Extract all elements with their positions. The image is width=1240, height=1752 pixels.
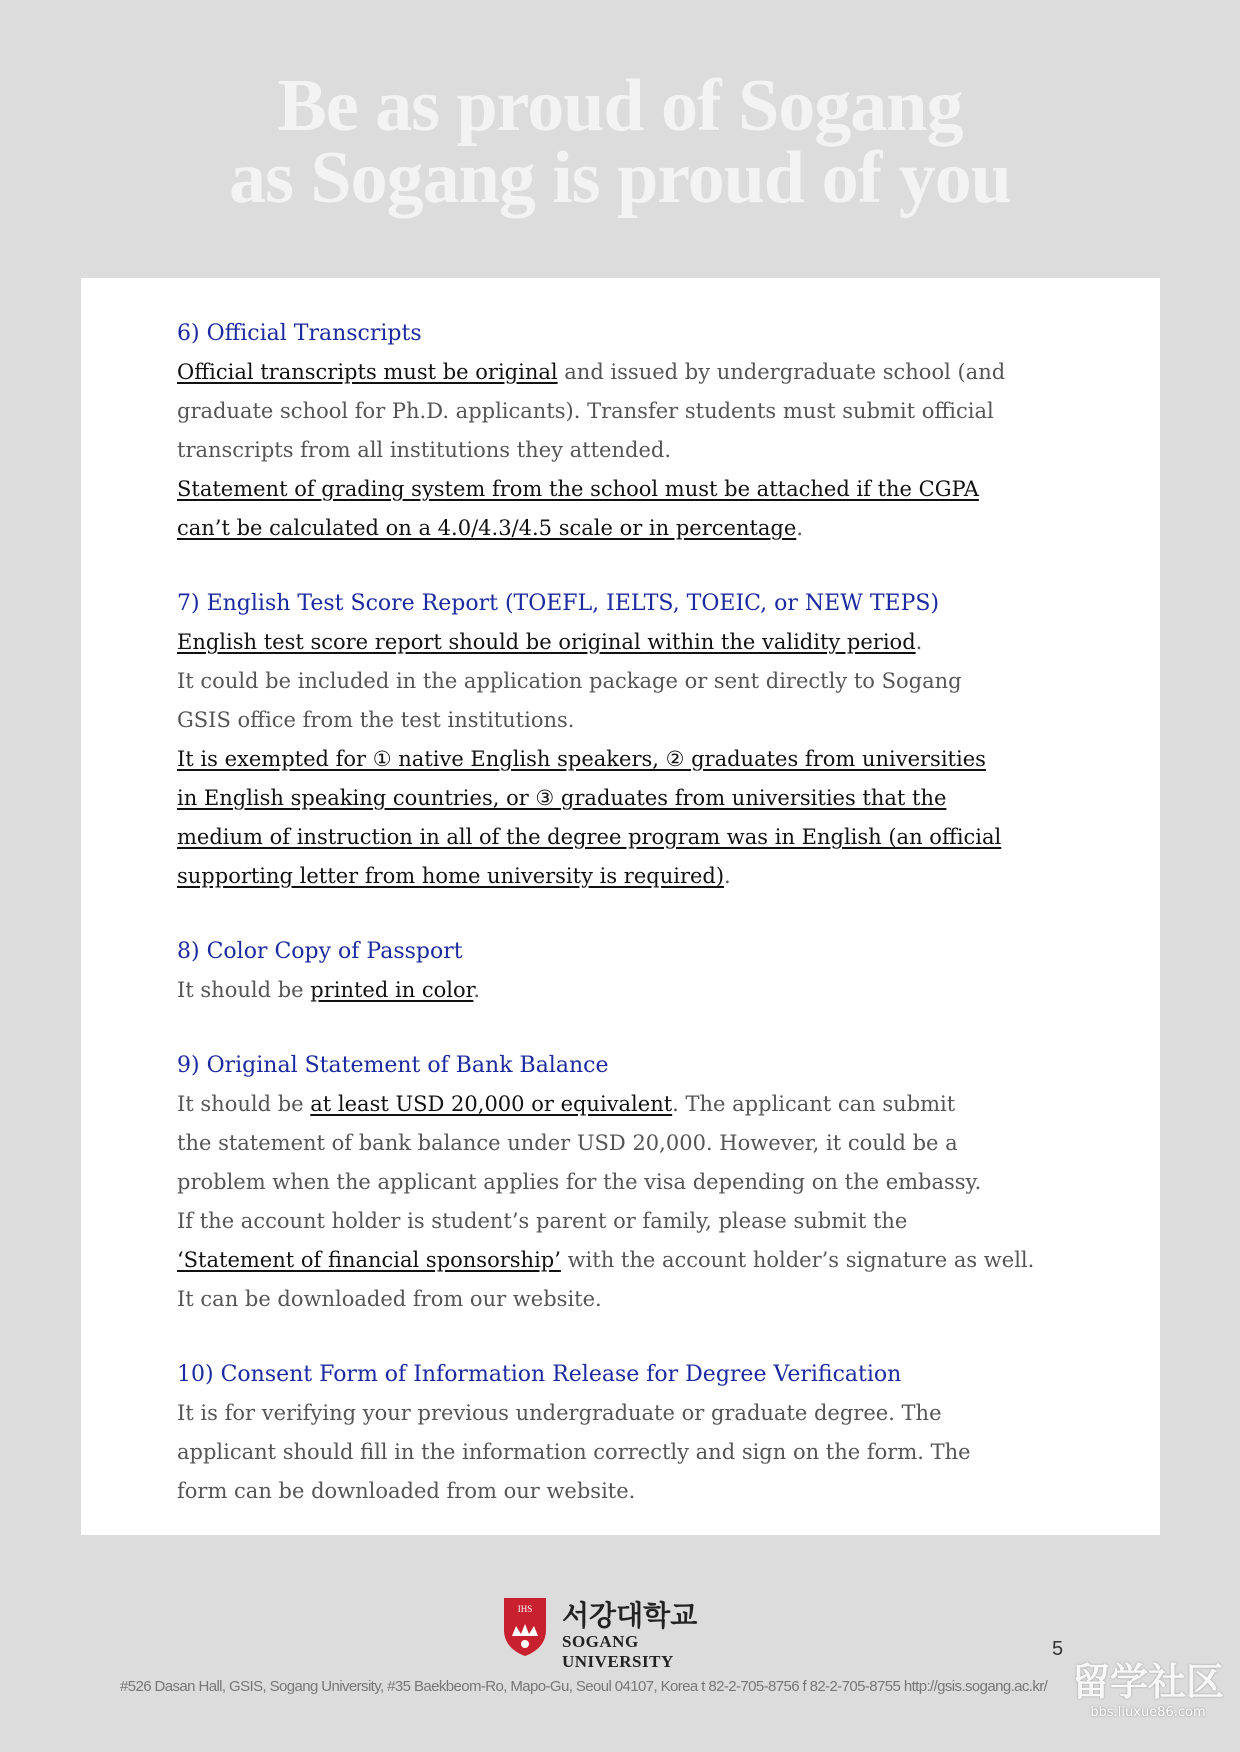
paragraph-line: graduate school for Ph.D. applicants). Transfer students must submit official — [177, 399, 994, 423]
section-heading: 10) Consent Form of Information Release for Degree Verification — [177, 1362, 902, 1387]
underlined-text: ‘Statement of financial sponsorship’ — [177, 1248, 561, 1272]
text: It should be — [177, 978, 311, 1002]
underlined-text: supporting letter from home university is required) — [177, 864, 725, 888]
hero-slogan — [0, 65, 1240, 219]
underlined-text: It is exempted for ① native English speakers, ② graduates from universities — [177, 747, 986, 771]
paragraph-line — [177, 857, 1112, 896]
site-watermark — [1068, 1660, 1228, 1744]
text: . The applicant can submit — [672, 1092, 956, 1116]
underlined-text: medium of instruction in all of the degree program was in English (an official — [177, 825, 1002, 849]
paragraph-line — [177, 779, 1112, 818]
text: . — [915, 630, 923, 654]
paragraph-line: problem when the applicant applies for the visa depending on the embassy. — [177, 1170, 982, 1194]
underlined-text: Statement of grading system from the school must be attached if the CGPA — [177, 477, 979, 501]
section-official-transcripts — [177, 314, 1112, 548]
paragraph-line: form can be downloaded from our website. — [177, 1479, 636, 1503]
paragraph-line: transcripts from all institutions they attended. — [177, 438, 672, 462]
text: and issued by undergraduate school (and — [557, 360, 1006, 384]
underlined-text: Official transcripts must be original — [177, 360, 558, 384]
page-number: 5 — [1052, 1638, 1064, 1660]
paragraph-line — [177, 353, 1112, 392]
section-heading: 9) Original Statement of Bank Balance — [177, 1053, 609, 1078]
paragraph-line: It could be included in the application package or sent directly to Sogang — [177, 669, 962, 693]
university-logo — [500, 1592, 740, 1671]
paragraph-line: It is for verifying your previous undergraduate or graduate degree. The — [177, 1401, 942, 1425]
paragraph-line — [177, 1085, 1112, 1124]
logo-korean-name: 서강대학교 — [562, 1599, 698, 1632]
paragraph-line: the statement of bank balance under USD 20,000. However, it could be a — [177, 1131, 958, 1155]
text: . — [796, 516, 803, 540]
text: . — [473, 978, 481, 1002]
underlined-text: at least USD 20,000 or equivalent — [310, 1092, 673, 1116]
paragraph-line — [177, 623, 1112, 662]
shield-text: IHS — [517, 1604, 533, 1614]
paragraph-line — [177, 740, 1112, 779]
paragraph-line: GSIS office from the test institutions. — [177, 708, 575, 732]
underlined-text: in English speaking countries, or ③ graduates from universities that the — [177, 786, 947, 810]
section-consent-form — [177, 1355, 1112, 1511]
watermark-url: bbs.liuxue86.com — [1090, 1705, 1206, 1720]
paragraph-line — [177, 1241, 1112, 1280]
paragraph-line: applicant should fill in the information correctly and sign on the form. The — [177, 1440, 971, 1464]
content-card — [81, 278, 1160, 1535]
section-bank-balance — [177, 1046, 1112, 1319]
text: It should be — [177, 1092, 311, 1116]
watermark-logo-text: 留学社区 — [1071, 1660, 1224, 1704]
section-english-test — [177, 584, 1112, 896]
paragraph-line: If the account holder is student’s parent or family, please submit the — [177, 1209, 908, 1233]
section-passport — [177, 932, 1112, 1010]
document-body — [177, 314, 1112, 1547]
paragraph-line — [177, 971, 1112, 1010]
text: . — [724, 864, 731, 888]
section-heading: 7) English Test Score Report (TOEFL, IELTS, TOEIC, or NEW TEPS) — [177, 591, 940, 616]
hero-line-1: Be as proud of Sogang — [277, 65, 963, 147]
university-shield-icon — [500, 1596, 550, 1658]
paragraph-line — [177, 509, 1112, 548]
section-heading: 6) Official Transcripts — [177, 321, 422, 346]
footer-address: #526 Dasan Hall, GSIS, Sogang University, #35 Baekbeom-Ro, Mapo-Gu, Seoul 04107, Korea t 82-2-705-8756 f 82-2-705-8755 http://gsis.sogang.ac.kr/ — [120, 1678, 1048, 1695]
section-heading: 8) Color Copy of Passport — [177, 939, 463, 964]
paragraph-line — [177, 818, 1112, 857]
underlined-text: printed in color — [310, 978, 474, 1002]
underlined-text: can’t be calculated on a 4.0/4.3/4.5 scale or in percentage — [177, 516, 797, 540]
text: with the account holder’s signature as well. — [560, 1248, 1035, 1272]
paragraph-line: It can be downloaded from our website. — [177, 1287, 602, 1311]
hero-line-2: as Sogang is proud of you — [229, 137, 1011, 219]
logo-english-name: SOGANG UNIVERSITY — [562, 1632, 674, 1671]
paragraph-line — [177, 470, 1112, 509]
underlined-text: English test score report should be original within the validity period — [177, 630, 916, 654]
